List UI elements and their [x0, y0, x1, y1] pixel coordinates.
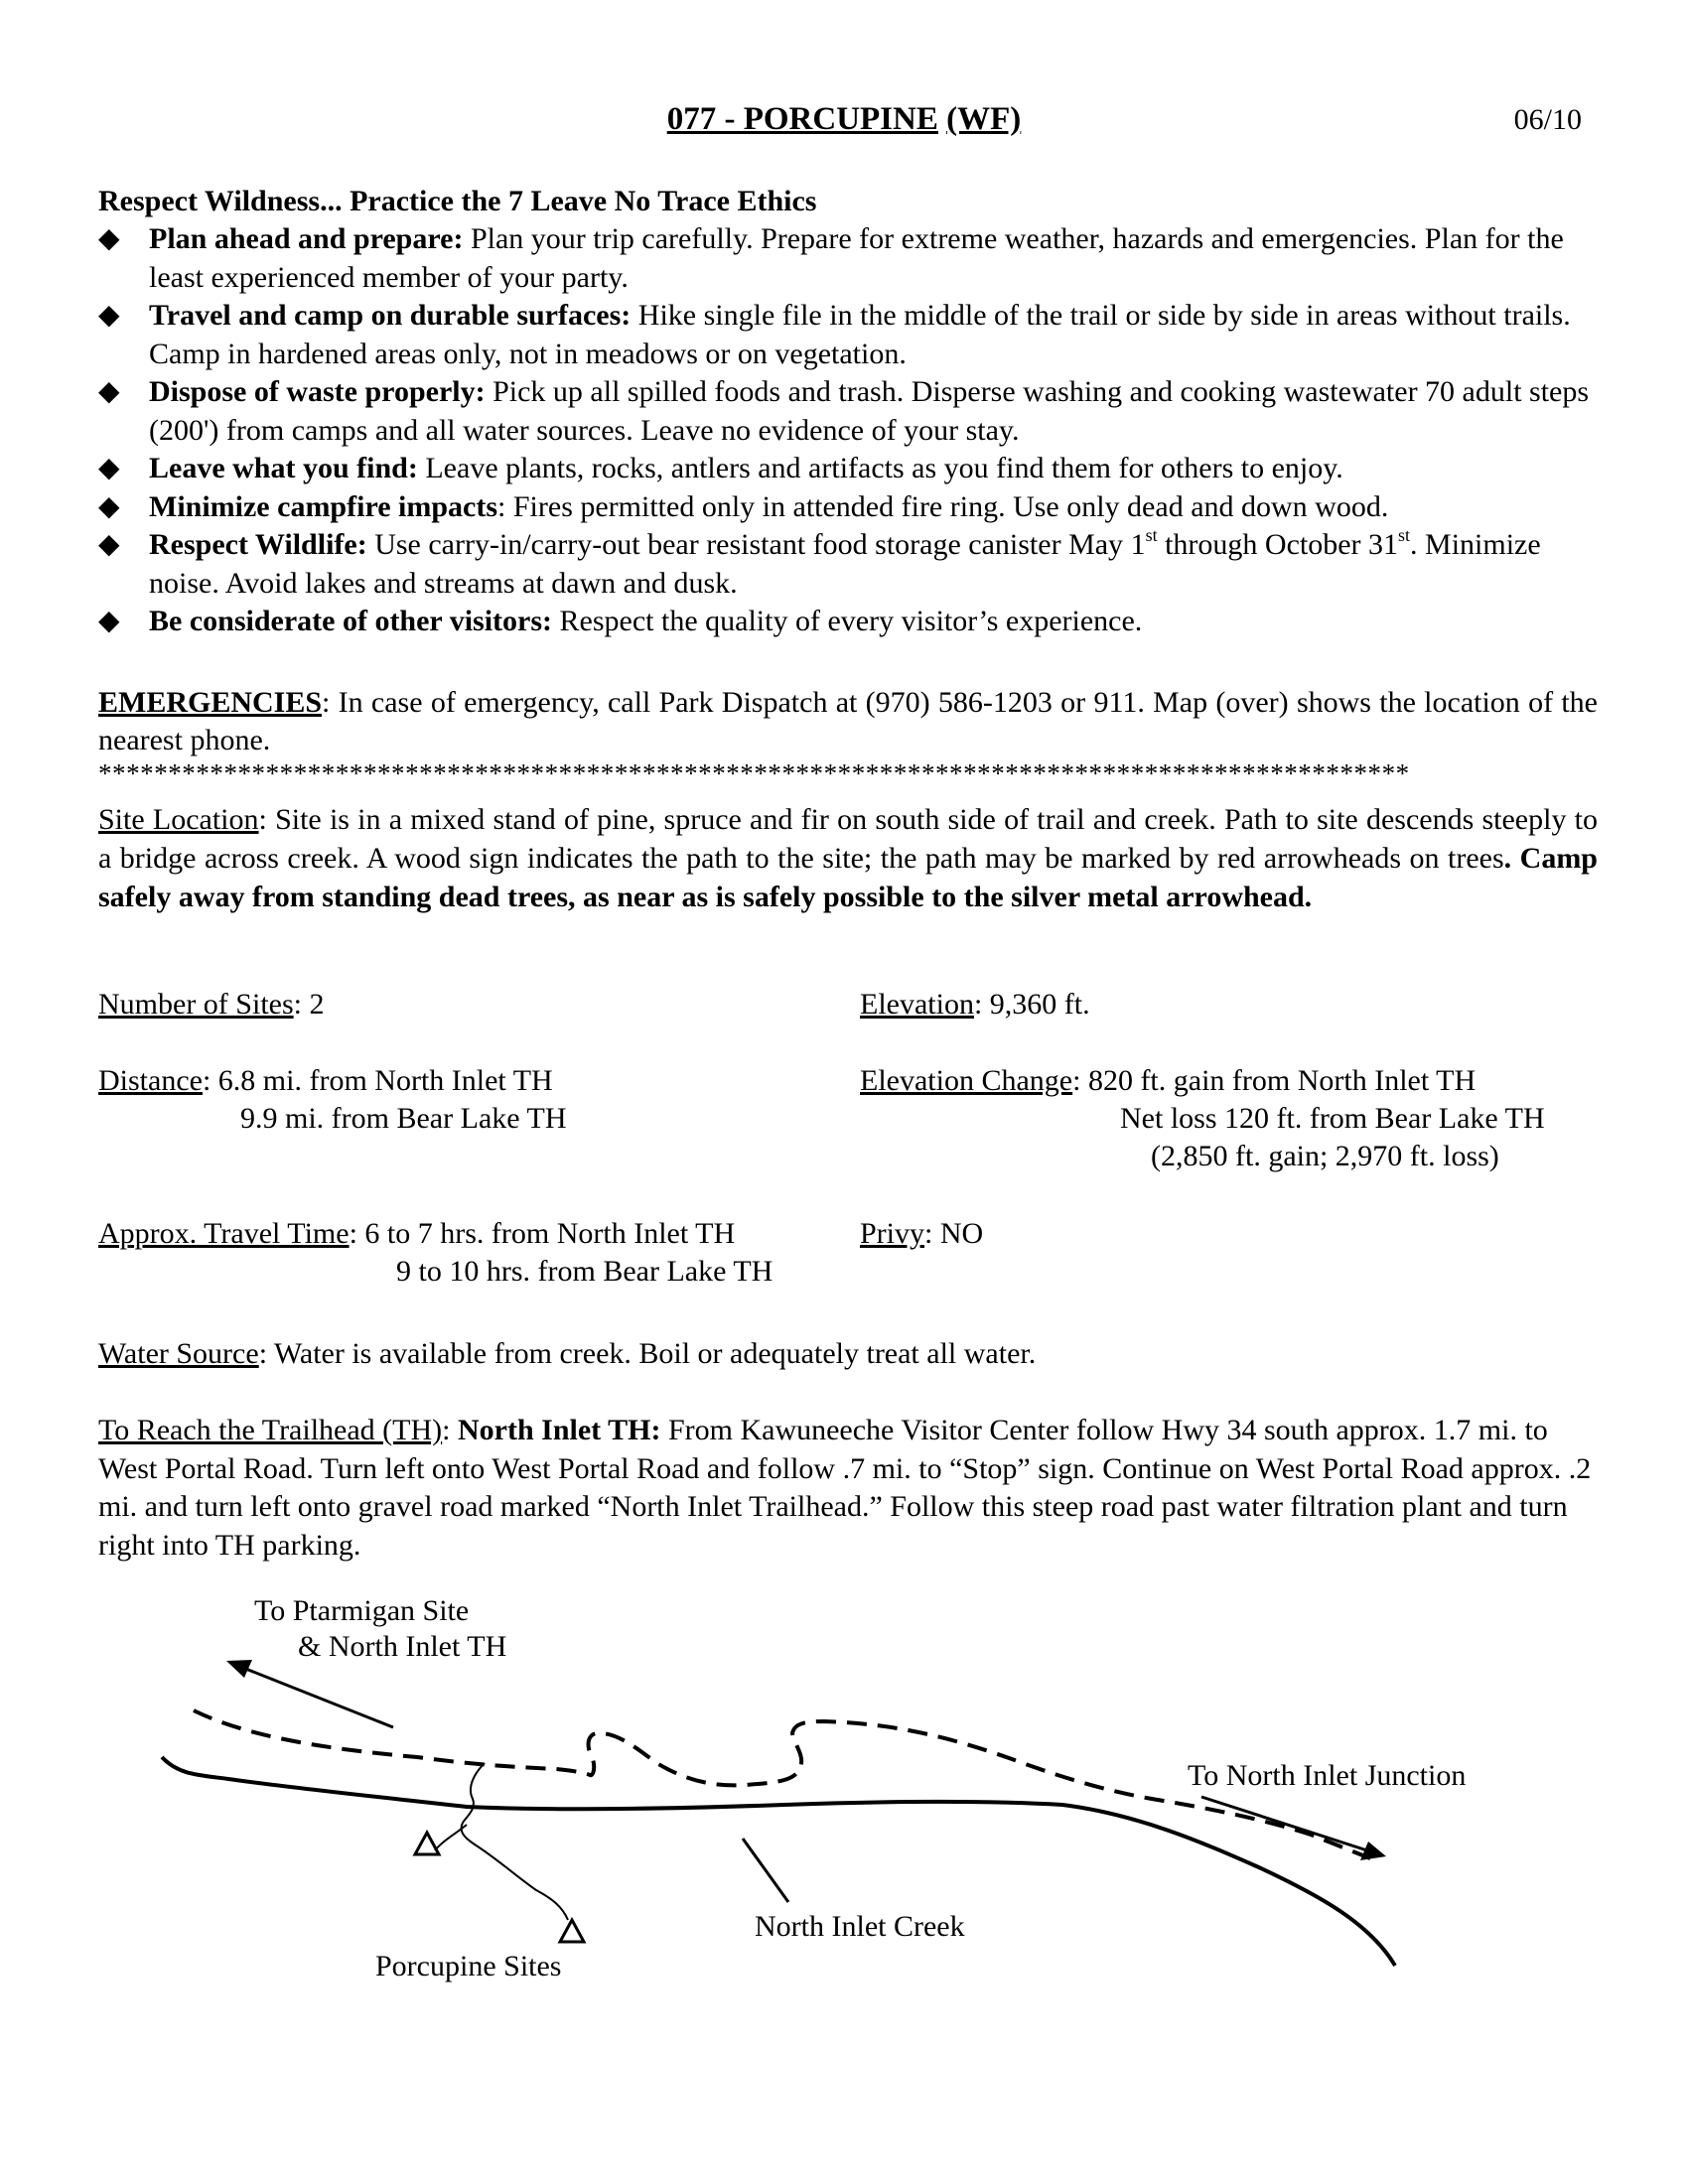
list-item	[98, 297, 1598, 373]
trailhead-text: From Kawuneeche Visitor Center follow Hwy 34 south approx. 1.7 mi. to West Portal Road. Turn left onto West Portal Road and follow .7 mi. to “Stop” sign. Continue on West Portal Road approx. .2 mi. and turn left onto gravel road marked “North Inlet Trailhead.” Follow this steep road past water filtration plant and turn right into TH parking.	[98, 1414, 1592, 1562]
trailhead-name: North Inlet TH:	[458, 1414, 661, 1446]
number-of-sites	[98, 986, 324, 1024]
list-item	[98, 450, 1598, 488]
elevation-change	[860, 1062, 1545, 1175]
title-suffix: (WF)	[946, 101, 1022, 137]
diamond-bullet-icon: ◆	[98, 606, 120, 636]
emergencies-text: : In case of emergency, call Park Dispatch at (970) 586-1203 or 911. Map (over) shows the location of the nearest phone.	[98, 686, 1598, 756]
arrow-left-line	[238, 1666, 393, 1727]
lnt-item-label: Plan ahead and prepare:	[149, 222, 464, 255]
field-label: Distance	[98, 1064, 203, 1097]
lnt-item-label: Dispose of waste properly:	[149, 375, 486, 408]
lnt-list	[98, 220, 1598, 641]
diamond-bullet-icon: ◆	[98, 453, 120, 483]
ordinal-suffix: st	[1145, 525, 1158, 545]
water-label: Water Source	[98, 1337, 259, 1370]
lnt-item-label: Be considerate of other visitors:	[149, 605, 553, 637]
field-value: : 6.8 mi. from North Inlet TH	[202, 1064, 553, 1097]
field-label: Approx. Travel Time	[98, 1217, 350, 1250]
lnt-item-label: Minimize campfire impacts	[149, 489, 498, 523]
field-value: 9 to 10 hrs. from Bear Lake TH	[396, 1255, 774, 1288]
field-value: : 2	[293, 988, 325, 1021]
lnt-item-text: Hike single file in the middle of the trail or side by side in areas without trails. Camp in hardened areas only, not in meadows or on vegetation.	[149, 299, 1571, 370]
lnt-item-label: Leave what you find:	[149, 452, 418, 484]
field-value: : 6 to 7 hrs. from North Inlet TH	[349, 1217, 736, 1250]
diamond-bullet-icon: ◆	[98, 376, 120, 407]
site-location-text: : Site is in a mixed stand of pine, spruce and fir on south side of trail and creek. Path to site descends steeply to a bridge across creek. A wood sign indicates the path to the site; the path may be marked by red arrowheads on trees	[98, 803, 1598, 875]
creek-pointer	[743, 1839, 788, 1902]
lnt-item-text: Respect the quality of every visitor’s experience.	[552, 605, 1143, 637]
list-item	[98, 488, 1598, 527]
site-location-paragraph	[98, 800, 1598, 916]
field-label: Privy	[860, 1217, 925, 1250]
diamond-bullet-icon: ◆	[98, 300, 120, 331]
emergencies-label: EMERGENCIES	[98, 686, 323, 719]
water-source	[98, 1335, 1036, 1373]
field-label: Elevation Change	[860, 1064, 1073, 1097]
site-location-label: Site Location	[98, 803, 259, 836]
campsite-icon	[415, 1833, 439, 1854]
lnt-item-text: Leave plants, rocks, antlers and artifacts as you find them for others to enjoy.	[417, 452, 1343, 484]
list-item	[98, 526, 1598, 603]
arrow-right-line	[1201, 1797, 1370, 1851]
trailhead-label: To Reach the Trailhead (TH)	[98, 1414, 443, 1446]
trail-map	[0, 1588, 1688, 2005]
field-value: (2,850 ft. gain; 2,970 ft. loss)	[1151, 1140, 1499, 1172]
trailhead-directions	[98, 1412, 1598, 1565]
diamond-bullet-icon: ◆	[98, 223, 120, 254]
list-item	[98, 220, 1598, 297]
field-label: Elevation	[860, 988, 974, 1021]
map-label-sites: Porcupine Sites	[375, 1950, 562, 1982]
lnt-item-text: : Fires permitted only in attended fire ring. Use only dead and down wood.	[497, 489, 1389, 523]
map-label-ptarmigan: To Ptarmigan Site	[254, 1594, 470, 1627]
field-value: : 820 ft. gain from North Inlet TH	[1072, 1064, 1477, 1097]
lnt-heading: Respect Wildness... Practice the 7 Leave No Trace Ethics	[98, 185, 817, 217]
diamond-bullet-icon: ◆	[98, 529, 120, 560]
field-label: Number of Sites	[98, 988, 294, 1021]
diamond-bullet-icon: ◆	[98, 490, 120, 522]
field-value: Net loss 120 ft. from Bear Lake TH	[1120, 1102, 1545, 1135]
privy	[860, 1215, 983, 1253]
lnt-item-text: Use carry-in/carry-out bear resistant food storage canister May 1	[366, 528, 1146, 561]
elevation	[860, 986, 1090, 1024]
list-item	[98, 603, 1598, 641]
lnt-item-text: Plan your trip carefully. Prepare for extreme weather, hazards and emergencies. Plan for the least experienced member of your party.	[149, 222, 1564, 294]
lnt-item-text: through October 31	[1157, 528, 1399, 561]
ordinal-suffix: st	[1398, 525, 1411, 545]
lnt-item-label: Respect Wildlife:	[149, 528, 367, 561]
emergencies-paragraph	[98, 684, 1598, 759]
field-value: 9.9 mi. from Bear Lake TH	[240, 1102, 567, 1135]
distance	[98, 1062, 567, 1138]
lnt-item-text: . Minimize noise. Avoid lakes and streams at dawn and dusk.	[149, 528, 1541, 600]
field-value: : NO	[924, 1217, 984, 1250]
revision-date: 06/10	[1513, 103, 1582, 136]
site-location-warning: . Camp safely away from standing dead trees, as near as is safely possible to the silver metal arrowhead.	[98, 842, 1598, 913]
water-text: : Water is available from creek. Boil or adequately treat all water.	[258, 1337, 1037, 1370]
page-title	[0, 101, 1688, 138]
map-label-north-inlet-th: & North Inlet TH	[298, 1630, 507, 1663]
site-path	[462, 1763, 569, 1920]
leave-no-trace-section	[98, 183, 1598, 641]
lnt-item-label: Travel and camp on durable surfaces:	[149, 299, 632, 332]
header	[0, 101, 1688, 146]
campsite-icon	[560, 1920, 584, 1942]
site-path-branch	[435, 1825, 467, 1850]
separator-line: **********************************************************************************************	[98, 758, 1410, 788]
travel-time	[98, 1215, 773, 1291]
title-code: 077 - PORCUPINE	[666, 101, 938, 137]
map-label-junction: To North Inlet Junction	[1188, 1759, 1467, 1792]
field-value: : 9,360 ft.	[973, 988, 1090, 1021]
trailhead-colon: :	[442, 1414, 458, 1446]
map-label-creek: North Inlet Creek	[755, 1910, 965, 1943]
lnt-item-text: Pick up all spilled foods and trash. Disperse washing and cooking wastewater 70 adult steps (200') from camps and all water sources. Leave no evidence of your stay.	[149, 375, 1590, 447]
list-item	[98, 373, 1598, 450]
